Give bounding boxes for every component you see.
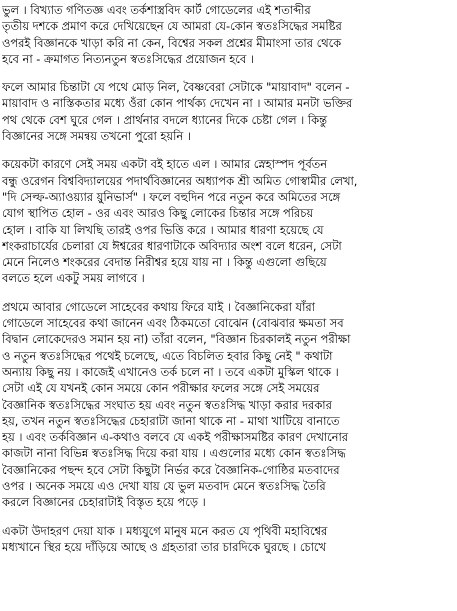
text-line: ফলে আমার চিন্তাটা যে পথে মোড় নিল, বৈষ্ণবেরা সেটাকে "মায়াবাদ" বলেন - — [2, 80, 350, 95]
paragraph-5 — [2, 523, 457, 556]
text-line: প্রথমে আবার গোডেলে সাহেবের কথায় ফিরে যাই । বৈজ্ঞানিকেরা যাঁরা — [2, 299, 315, 314]
text-line: বন্ধু ওরেগন বিশ্ববিদ্যালয়ের পদার্থবিজ্ঞানের অধ্যাপক শ্রী অমিত গোস্বামীর লেখা, — [2, 173, 358, 188]
text-line: পথ থেকে বেশ ঘুরে গেল । প্রার্থনার বদলে ধ্যানের দিকে চেষ্টা গেল । কিন্তু — [2, 112, 327, 127]
text-line: ওপরই বিজ্ঞানকে খাড়া করি না কেন, বিশ্বের সকল প্রশ্নের মীমাংসা তার থেকে — [2, 35, 342, 50]
text-line: বলতে হলে একটু সময় লাগবে । — [2, 271, 145, 286]
paragraph-1 — [2, 2, 457, 67]
text-line: বৈজ্ঞানিক স্বতঃসিদ্ধের সংঘাত হয় এবং নতুন স্বতঃসিদ্ধ খাড়া করার দরকার — [2, 397, 332, 412]
text-line: হয় । এবং তর্কবিজ্ঞান এ-কথাও বলবে যে একই পরীক্ষাসমষ্টির কারণ দেখানোর — [2, 430, 349, 445]
paragraph-2 — [2, 79, 457, 144]
text-line: যোগ স্থাপিত হোল - ওর এবং আরও কিছু লোকের চিন্তার সঙ্গে পরিচয় — [2, 206, 314, 221]
text-line: ভুল । বিখ্যাত গণিতজ্ঞ এবং তর্কশাস্ত্রবিদ কার্ট গোডেলের এই শতাব্দীর — [2, 3, 311, 17]
text-line: গোডেলে সাহেবের কথা জানেন এবং ঠিকমতো বোঝেন (বোঝবার ক্ষমতা সব — [2, 316, 344, 331]
text-line: হবে না - ক্রমাগত নিত্যনতুন স্বতঃসিদ্ধের প্রয়োজন হবে । — [2, 51, 254, 66]
text-line: অন্যায় কিছু নয় । কাজেই এখানেও তর্ক চলে না । তবে একটা মুস্কিল থাকে । — [2, 364, 339, 379]
text-line: মায়াবাদ ও নাস্তিকতার মধ্যে ওঁরা কোন পার্থক্য দেখেন না । আমার মনটা ভক্তির — [2, 96, 353, 111]
text-line: "দি সেল্ফ-অ্যাওয়্যার য়ুনিভার্স" । ফলে বহুদিন পরে নতুন করে অমিতের সঙ্গে — [2, 189, 341, 204]
text-line: শংকরাচার্যের চেলারা যে ঈশ্বরের ধারণাটাকে অবিদ্যার অংশ বলে ধরেন, সেটা — [2, 238, 342, 253]
text-line: ও নতুন স্বতঃসিদ্ধের পথেই চলেছে, এতে বিচলিত হবার কিছু নেই " কথাটা — [2, 348, 333, 363]
text-line: করলে বিজ্ঞানের চেহারাটাই বিস্তৃত হয়ে পড়ে । — [2, 495, 206, 510]
text-line: ওপর । অনেক সময়ে এও দেখা যায় যে ভুল মতবাদ মেনে স্বতঃসিদ্ধ তৈরি — [2, 479, 326, 494]
text-line: মেনে নিলেও শংকরের বেদান্ত নিরীশ্বর হয়ে যায় না । কিন্তু এগুলো গুছিয়ে — [2, 255, 327, 270]
text-line: মধ্যখানে স্থির হয়ে দাঁড়িয়ে আছে ও গ্রহতারা তার চারদিকে ঘুরছে । চোখে — [2, 539, 326, 554]
text-line: বিজ্ঞানের সঙ্গে সমন্বয় তখনো পুরো হয়নি । — [2, 129, 191, 144]
text-line: হোল । বাকি যা লিখছি তারই ওপর ভিত্তি করে । আমার ধারণা হয়েছে যে — [2, 222, 324, 237]
text-line: কয়েকটা কারণে সেই সময় একটা বই হাতে এল । আমার স্নেহাস্পদ পূর্বতন — [2, 157, 328, 172]
text-line: কাজটা নানা বিভিন্ন স্বতঃসিদ্ধ দিয়ে করা যায় । এগুলোর মধ্যে কোন স্বতঃসিদ্ধ — [2, 446, 346, 461]
text-line: সেটা এই যে যখনই কোন সময়ে কোন পরীক্ষার ফলের সঙ্গে সেই সময়ের — [2, 381, 320, 396]
paragraph-4 — [2, 299, 457, 511]
text-line: হয়, তখন নতুন স্বতঃসিদ্ধের চেহারাটা জানা থাকে না - মাথা খাটিয়ে বানাতে — [2, 413, 340, 428]
text-line: বৈজ্ঞানিকের পছন্দ হবে সেটা কিছুটা নির্ভর করে বৈজ্ঞানিক-গোষ্ঠির মতবাদের — [2, 462, 340, 477]
paragraph-3 — [2, 156, 457, 286]
text-line: বিদ্বান লোকেদেরও সমান হয় না) তাঁরা বলেন, "বিজ্ঞান চিরকালই নতুন পরীক্ষা — [2, 332, 351, 347]
text-line: একটা উদাহরণ দেয়া যাক । মধ্যযুগে মানুষ মনে করত যে পৃথিবী মহাবিশ্বের — [2, 523, 328, 538]
text-line: তৃতীয় দশকে প্রমাণ করে দেখিয়েছেন যে আমরা যে-কোন স্বতঃসিদ্ধের সমষ্টির — [2, 19, 342, 34]
